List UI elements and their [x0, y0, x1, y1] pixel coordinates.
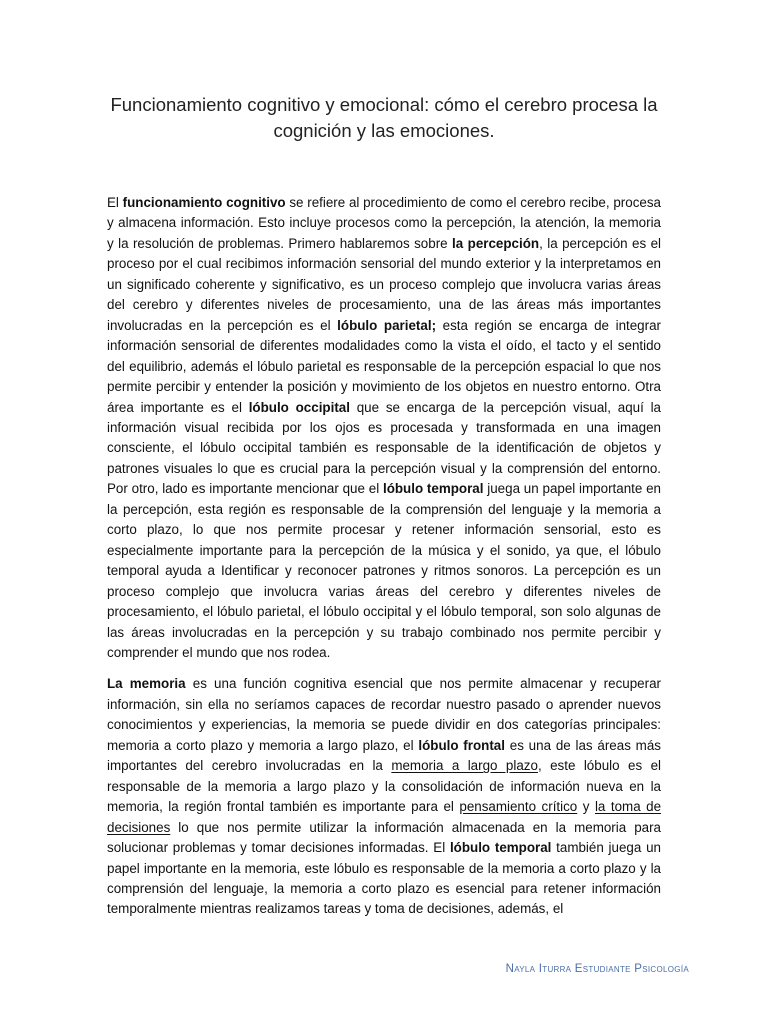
bold-term: lóbulo temporal [382, 481, 484, 497]
text-run: lo que nos permite utilizar la información almacenada en la memoria para solucionar problemas y tomar decisiones informadas. El [107, 819, 661, 856]
bold-term: la percepción [452, 235, 540, 251]
bold-term: lóbulo frontal [418, 737, 505, 753]
text-run: , este lóbulo es el responsable de la memoria a largo plazo y la consolidación de información nueva en la memoria, la región frontal también es importante para el [107, 758, 661, 815]
underlined-term: pensamiento crítico [459, 799, 578, 815]
bold-term: lóbulo parietal; [337, 317, 437, 333]
paragraph-perception [107, 193, 661, 663]
bold-term: funcionamiento cognitivo [122, 195, 286, 210]
text-run: El [107, 195, 123, 210]
underlined-term: la toma de decisiones [107, 799, 662, 835]
text-run: que se encarga de la percepción visual, aquí la información visual recibida por los ojos es procesada y transformada en una imagen consciente, el lóbulo occipital también es responsable de la identificación de objetos y patrones visuales lo que es crucial para la percepción visual y la comprensión del entorno. Por otro, lado es importante mencionar que el [107, 399, 661, 497]
paragraph-memory [107, 674, 661, 919]
text-run: y [577, 799, 595, 815]
page-footer-author: Nayla Iturra Estudiante Psicología [505, 963, 689, 975]
text-run: también juega un papel importante en la memoria, este lóbulo es responsable de la memoria a corto plazo y la comprensión del lenguaje, la memoria a corto plazo es esencial para retener información temporalmente mientras realizamos tareas y toma de decisiones, además, el [107, 840, 661, 917]
text-run: juega un papel importante en la percepción, esta región es responsable de la comprensión del lenguaje y la memoria a corto plazo, lo que nos permite procesar y retener información sensorial, esto es especialmente importante para la percepción de la música y el sonido, ya que, el lóbulo temporal ayuda a Identificar y reconocer patrones y ritmos sonoros. La percepción es un proceso complejo que involucra varias áreas del cerebro y diferentes niveles de procesamiento, el lóbulo parietal, el lóbulo occipital y el lóbulo temporal, son solo algunas de las áreas involucradas en la percepción y su trabajo combinado nos permite percibir y comprender el mundo que nos rodea. [107, 481, 661, 660]
bold-term: La memoria [107, 676, 186, 692]
document-title: Funcionamiento cognitivo y emocional: cómo el cerebro procesa la cognición y las emociones. [110, 94, 658, 141]
text-run: esta región se encarga de integrar información sensorial de diferentes modalidades como la vista el oído, el tacto y el sentido del equilibrio, además el lóbulo parietal es responsable de la percepción espacial lo que nos permite percibir y entender la posición y movimiento de los objetos en nuestro entorno. Otra área importante es el [107, 317, 661, 415]
bold-term: lóbulo temporal [449, 840, 552, 856]
bold-term: lóbulo occipital [248, 399, 350, 415]
text-run: , la percepción es el proceso por el cual recibimos información sensorial del mundo exterior y la interpretamos en un significado coherente y significativo, es un proceso complejo que involucra varias áreas del cerebro y diferentes niveles de procesamiento, una de las áreas más importantes involucradas en la percepción es el [107, 235, 662, 333]
document-body [107, 193, 661, 931]
text-run: es una función cognitiva esencial que nos permite almacenar y recuperar información, sin ella no seríamos capaces de recordar nuestro pasado o aprender nuevos conocimientos y experiencias, la memoria se puede dividir en dos categorías principales: memoria a corto plazo y memoria a largo plazo, el [107, 676, 661, 753]
text-run: es una de las áreas más importantes del cerebro involucradas en la [107, 737, 661, 774]
text-run: se refiere al procedimiento de como el cerebro recibe, procesa y almacena información. Esto incluye procesos como la percepción, la atención, la memoria y la resolución de problemas. Primero hablaremos sobre [107, 195, 661, 251]
underlined-term: memoria a largo plazo [391, 758, 538, 774]
